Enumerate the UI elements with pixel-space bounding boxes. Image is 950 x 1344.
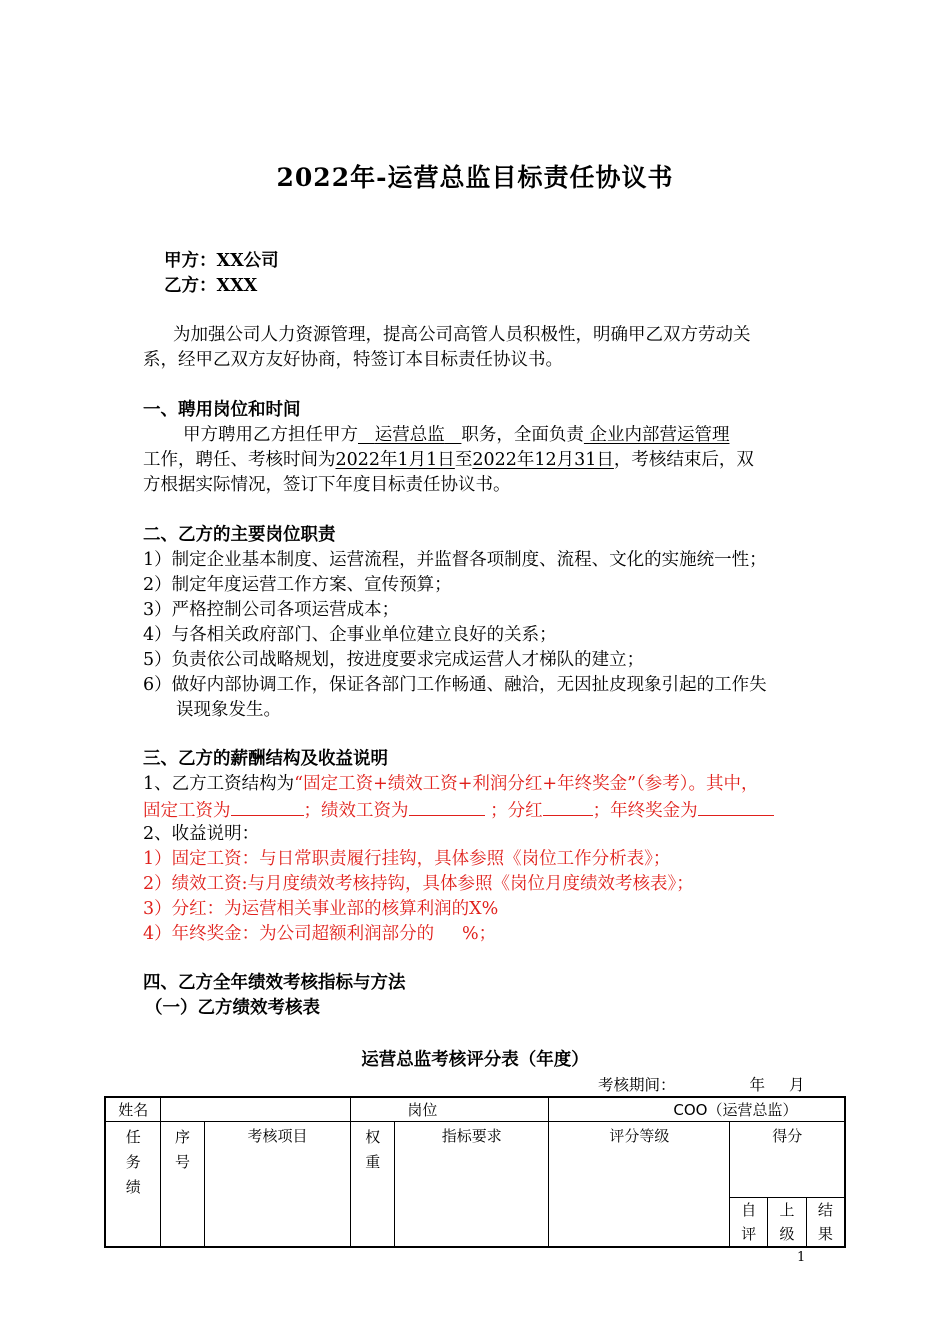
income-note-heading: 2、收益说明： bbox=[143, 824, 260, 844]
section1-text-d: 至 bbox=[454, 450, 473, 470]
income-item: 2）绩效工资:与月度绩效考核持钩，具体参照《岗位月度绩效考核表》； bbox=[143, 874, 694, 894]
duty-item: 6）做好内部协调工作，保证各部门工作畅通、融洽，无因扯皮现象引起的工作失 bbox=[143, 675, 767, 695]
position-field bbox=[358, 425, 461, 445]
scope-value: 企业内部营运管理 bbox=[589, 425, 730, 445]
post-label: 岗位 bbox=[407, 1100, 438, 1119]
income-item: 4）年终奖金：为公司超额利润部分的 %； bbox=[143, 924, 497, 944]
grade-header bbox=[549, 1121, 730, 1247]
self-char: 自 bbox=[741, 1200, 757, 1219]
self-char: 评 bbox=[741, 1224, 757, 1243]
duty-item: 2）制定年度运营工作方案、宣传预算； bbox=[143, 575, 452, 595]
weight-char: 权 bbox=[365, 1127, 381, 1146]
intro-line-2: 系，经甲乙双方友好协商，特签订本目标责任协议书。 bbox=[143, 350, 563, 370]
party-a: 甲方：XX公司 bbox=[164, 251, 279, 271]
document-title: 2022年-运营总监目标责任协议书 bbox=[276, 163, 674, 192]
weight-header bbox=[351, 1121, 395, 1247]
fixed-salary-label: 固定工资为 bbox=[143, 801, 231, 821]
weight-char: 重 bbox=[365, 1152, 381, 1171]
requirement-header-label: 指标要求 bbox=[441, 1126, 502, 1145]
score-header-label: 得分 bbox=[772, 1126, 803, 1145]
name-label-cell bbox=[105, 1097, 161, 1121]
duty-item: 4）与各相关政府部门、企事业单位建立良好的关系； bbox=[143, 625, 557, 645]
task-char: 任 bbox=[125, 1127, 141, 1146]
seq-char: 号 bbox=[175, 1152, 191, 1171]
period-month: 月 bbox=[789, 1076, 805, 1094]
salary-structure-formula: “固定工资+绩效工资+利润分红+年终奖金”（参考）。其中， bbox=[294, 774, 759, 794]
section1-para-3: 方根据实际情况，签订下年度目标责任协议书。 bbox=[143, 475, 511, 495]
party-b: 乙方：XXX bbox=[164, 276, 258, 296]
position-value: 运营总监 bbox=[374, 425, 445, 445]
section4-subheading: （一）乙方绩效考核表 bbox=[145, 998, 320, 1018]
task-char: 绩 bbox=[125, 1177, 141, 1196]
result-char: 结 bbox=[817, 1200, 833, 1219]
result-char: 果 bbox=[817, 1224, 833, 1243]
income-item: 3）分红：为运营相关事业部的核算利润的X% bbox=[143, 899, 499, 919]
dividend-blank bbox=[543, 797, 593, 816]
perf-salary-label: ；绩效工资为 bbox=[303, 801, 409, 821]
section1-heading: 一、聘用岗位和时间 bbox=[143, 400, 301, 420]
fixed-salary-blank bbox=[231, 797, 304, 816]
salary-structure-line bbox=[143, 772, 759, 797]
section1-text-a: 甲方聘用乙方担任甲方 bbox=[183, 425, 358, 445]
bonus-blank bbox=[698, 797, 774, 816]
section1-para-2 bbox=[143, 448, 754, 473]
task-char: 务 bbox=[125, 1152, 141, 1171]
score-table bbox=[104, 1096, 846, 1248]
superior-char: 级 bbox=[779, 1224, 795, 1243]
salary-blanks-line bbox=[143, 797, 774, 824]
period-label: 考核期间： bbox=[598, 1076, 676, 1094]
duty-item: 3）严格控制公司各项运营成本； bbox=[143, 600, 400, 620]
superior-eval-header bbox=[768, 1197, 807, 1247]
section1-para-1 bbox=[183, 423, 729, 448]
table-row-header-info bbox=[105, 1097, 845, 1121]
task-header bbox=[105, 1121, 161, 1247]
intro-line-1: 为加强公司人力资源管理，提高公司高管人员积极性，明确甲乙双方劳动关 bbox=[173, 325, 751, 345]
end-date: 2022年12月31日 bbox=[472, 450, 614, 470]
bonus-label: ；年终奖金为 bbox=[592, 801, 698, 821]
result-header bbox=[806, 1197, 845, 1247]
requirement-header bbox=[395, 1121, 549, 1247]
self-eval-header bbox=[730, 1197, 768, 1247]
seq-char: 序 bbox=[175, 1127, 191, 1146]
item-header-label: 考核项目 bbox=[247, 1126, 308, 1145]
period-year: 年 bbox=[749, 1076, 766, 1094]
section3-heading: 三、乙方的薪酬结构及收益说明 bbox=[143, 749, 388, 769]
duty-item-continued: 误现象发生。 bbox=[176, 700, 281, 720]
post-value-cell bbox=[549, 1097, 845, 1121]
superior-char: 上 bbox=[779, 1200, 795, 1219]
perf-salary-blank bbox=[409, 797, 485, 816]
post-label-cell bbox=[351, 1097, 549, 1121]
section2-heading: 二、乙方的主要岗位职责 bbox=[143, 525, 336, 545]
section4-heading: 四、乙方全年绩效考核指标与方法 bbox=[143, 973, 406, 993]
page-number: 1 bbox=[797, 1250, 806, 1265]
income-item: 1）固定工资：与日常职责履行挂钩，具体参照《岗位工作分析表》； bbox=[143, 849, 671, 869]
duty-item: 1）制定企业基本制度、运营流程，并监督各项制度、流程、文化的实施统一性； bbox=[143, 550, 767, 570]
post-value: COO（运营总监） bbox=[673, 1100, 798, 1119]
dividend-label: ；分红 bbox=[484, 801, 543, 821]
assessment-period bbox=[598, 1073, 805, 1095]
name-label: 姓名 bbox=[118, 1100, 149, 1119]
name-value-cell[interactable] bbox=[161, 1097, 351, 1121]
section1-text-e: ，考核结束后，双 bbox=[613, 450, 754, 470]
item-header bbox=[204, 1121, 351, 1247]
score-header bbox=[730, 1121, 845, 1197]
start-date: 2022年1月1日 bbox=[335, 450, 455, 470]
table-row-columns bbox=[105, 1121, 845, 1197]
scope-field bbox=[584, 425, 730, 445]
section1-text-b: 职务，全面负责 bbox=[461, 425, 584, 445]
table-title: 运营总监考核评分表（年度） bbox=[361, 1050, 589, 1070]
seq-header bbox=[161, 1121, 204, 1247]
duty-item: 5）负责依公司战略规划，按进度要求完成运营人才梯队的建立； bbox=[143, 650, 645, 670]
grade-header-label: 评分等级 bbox=[609, 1126, 670, 1145]
salary-structure-prefix: 1、乙方工资结构为 bbox=[143, 774, 295, 794]
section1-text-c: 工作，聘任、考核时间为 bbox=[143, 450, 336, 470]
